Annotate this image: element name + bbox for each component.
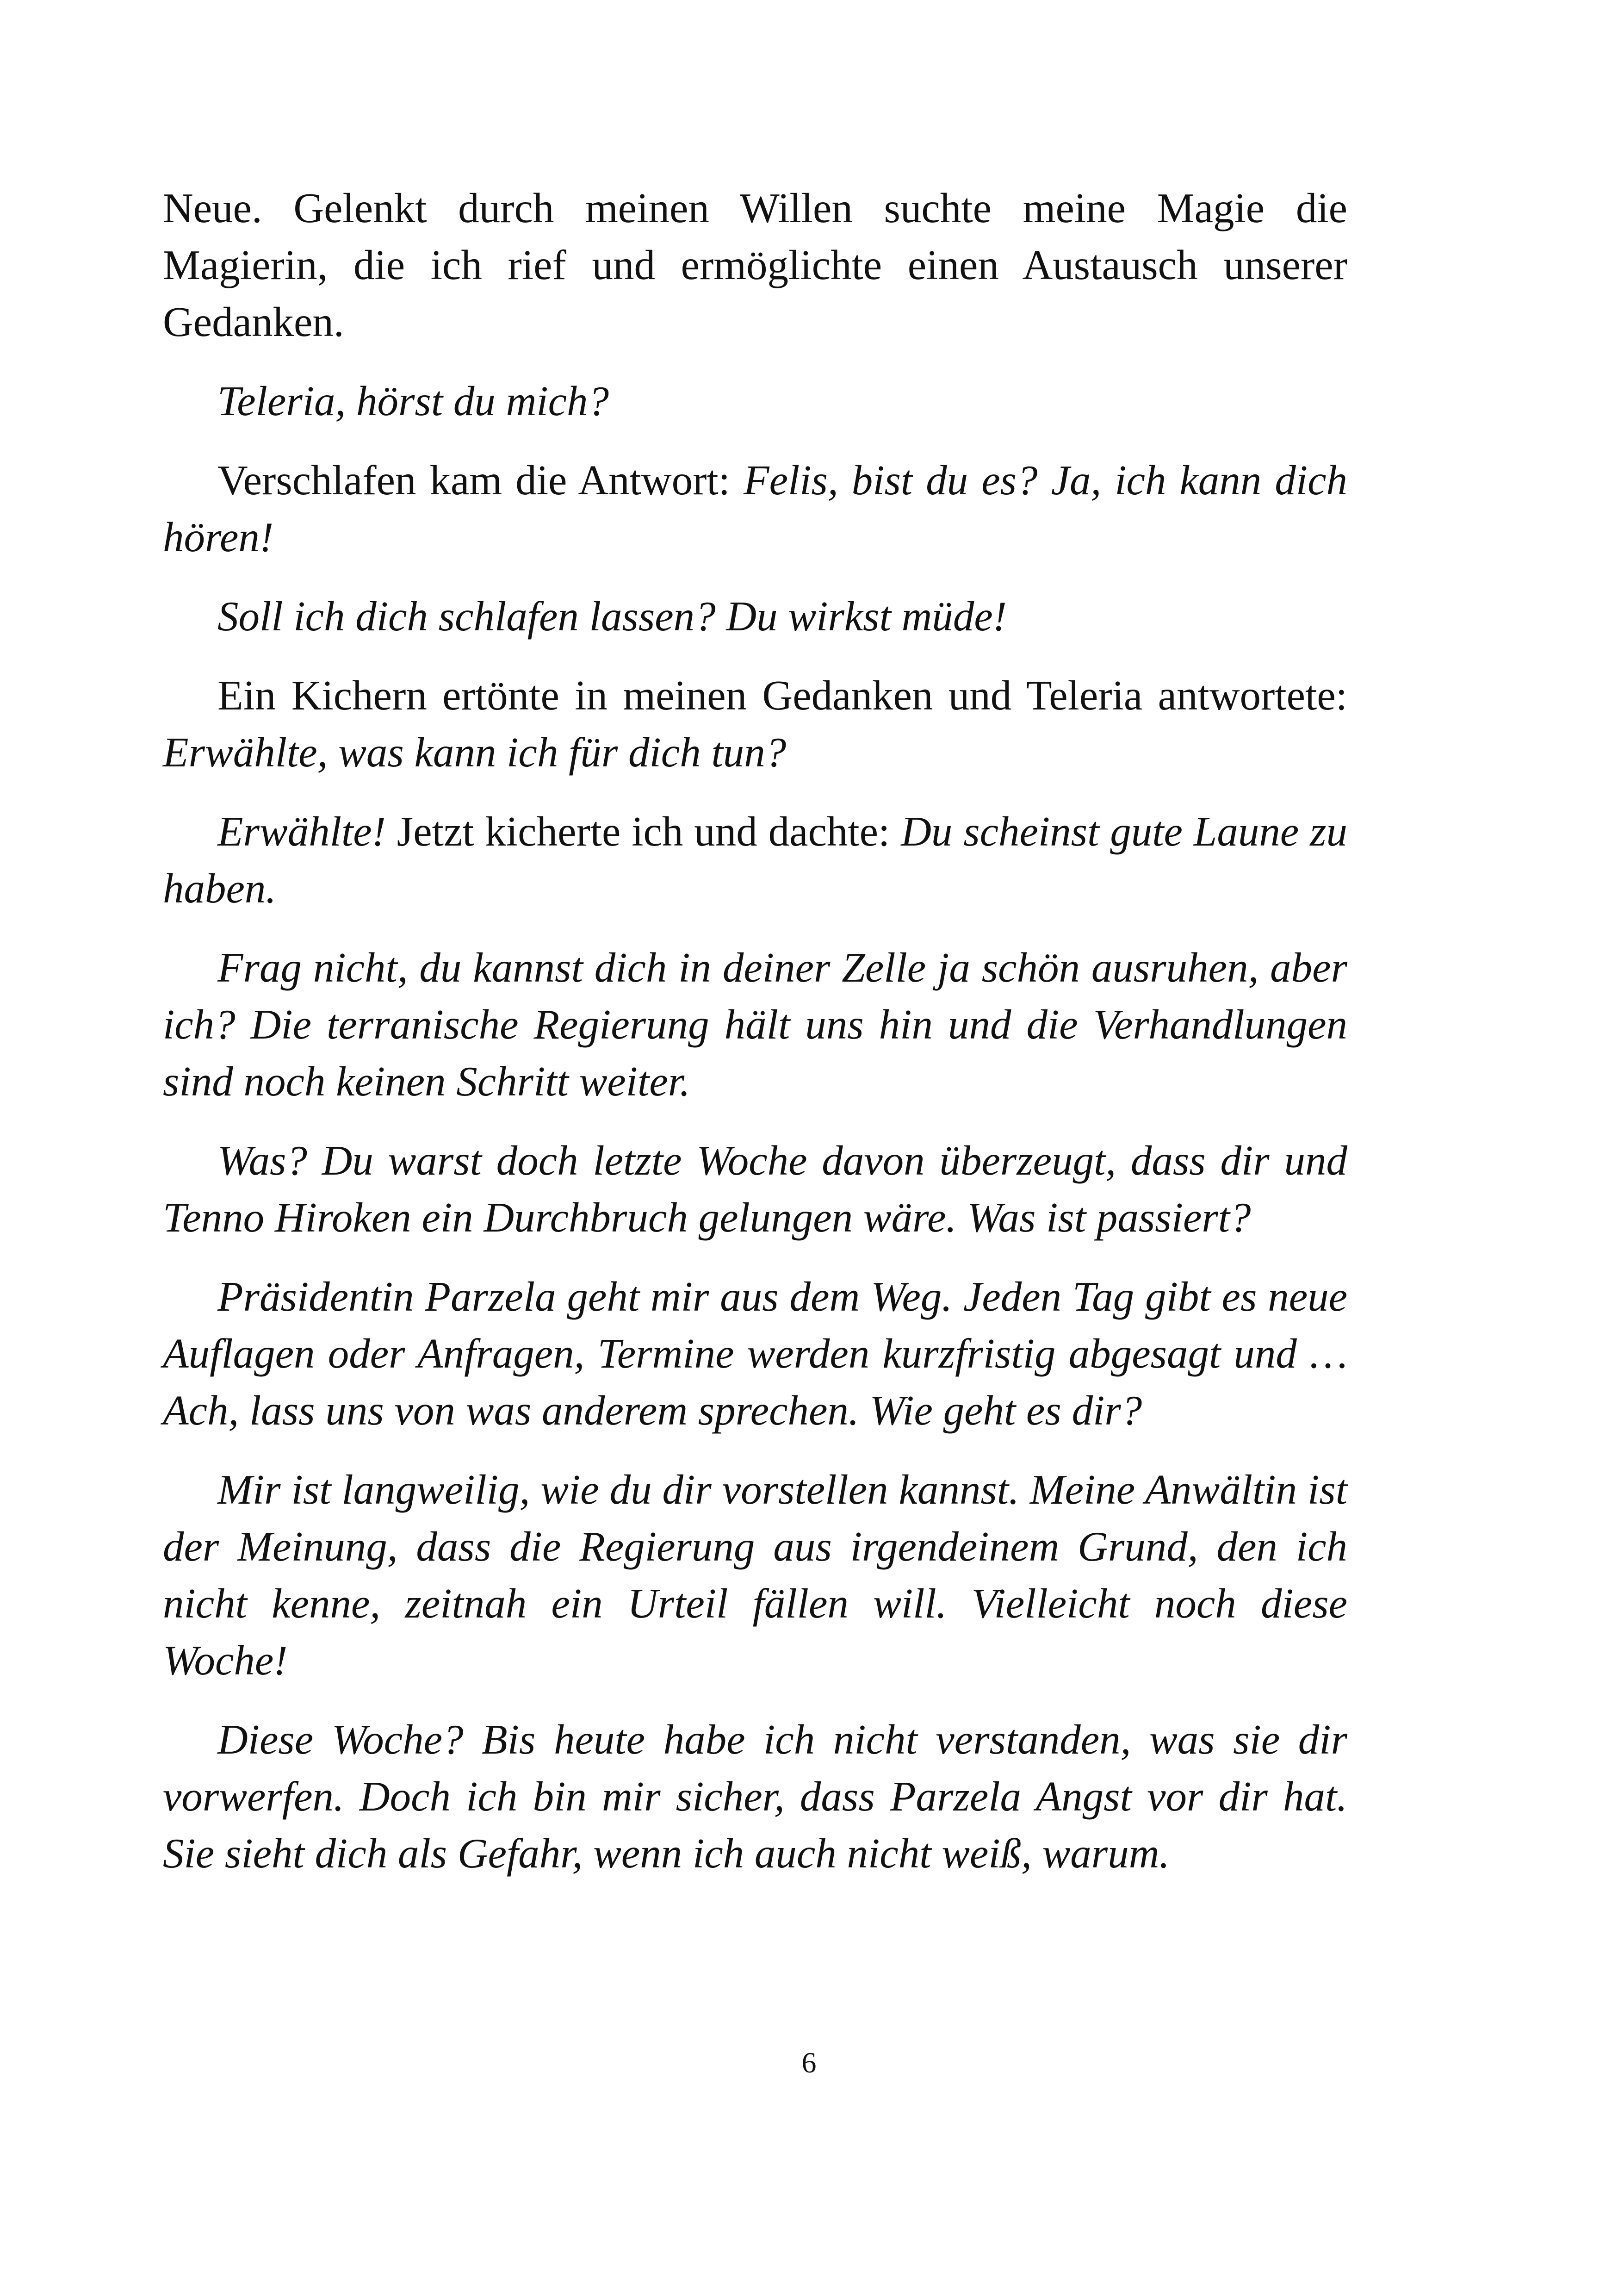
paragraph xyxy=(163,1268,1347,1439)
paragraph xyxy=(163,1132,1347,1246)
text-run: Präsidentin Parzela geht mir aus dem Weg. Jeden Tag gibt es neue Auflagen oder Anfragen, Termine werden kurzfristig abgesagt und … Ach, lass uns von was anderem sprechen. Wie geht es dir? xyxy=(163,1273,1347,1434)
text-run: Verschlafen kam die Antwort: xyxy=(217,457,744,504)
body-text xyxy=(163,180,1347,1904)
paragraph xyxy=(163,803,1347,917)
text-run: Felis, bist du es? Ja, ich kann dich hören! xyxy=(163,457,1348,560)
paragraph xyxy=(163,373,1347,429)
text-run: Was? Du warst doch letzte Woche davon überzeugt, dass dir und Tenno Hiroken ein Durchbruch gelungen wäre. Was ist passiert? xyxy=(163,1137,1347,1241)
paragraph xyxy=(163,588,1347,645)
text-run: Soll ich dich schlafen lassen? Du wirkst müde! xyxy=(217,593,1007,640)
paragraph xyxy=(163,452,1347,566)
text-run: Jetzt kicherte ich und dachte: xyxy=(385,808,901,855)
text-run: Ein Kichern ertönte in meinen Gedanken und Teleria antwortete: xyxy=(217,672,1347,719)
paragraph xyxy=(163,1461,1347,1689)
paragraph xyxy=(163,1711,1347,1882)
page-number: 6 xyxy=(801,2046,817,2079)
paragraph xyxy=(163,667,1347,781)
text-run: Mir ist langweilig, wie du dir vorstellen kannst. Meine Anwältin ist der Meinung, dass die Regierung aus irgendeinem Grund, den ich nicht kenne, zeitnah ein Urteil fällen will. Vielleicht noch diese Woche! xyxy=(163,1466,1347,1684)
text-run: Du scheinst gute Laune zu haben. xyxy=(163,808,1347,912)
text-run: Erwählte, was kann ich für dich tun? xyxy=(163,729,787,776)
text-run: Teleria, hörst du mich? xyxy=(217,378,609,424)
text-run: Erwählte! xyxy=(217,808,386,855)
text-run: Frag nicht, du kannst dich in deiner Zelle ja schön ausruhen, aber ich? Die terranische Regierung hält uns hin und die Verhandlungen sind noch keinen Schritt weiter. xyxy=(163,944,1347,1105)
text-run: Neue. Gelenkt durch meinen Willen suchte meine Magie die Magierin, die ich rief und ermöglichte einen Austausch unserer Gedanken. xyxy=(163,185,1347,345)
paragraph xyxy=(163,939,1347,1110)
paragraph xyxy=(163,180,1347,350)
text-run: Diese Woche? Bis heute habe ich nicht verstanden, was sie dir vorwerfen. Doch ich bin mir sicher, dass Parzela Angst vor dir hat. Sie sieht dich als Gefahr, wenn ich auch nicht weiß, warum. xyxy=(163,1716,1347,1877)
